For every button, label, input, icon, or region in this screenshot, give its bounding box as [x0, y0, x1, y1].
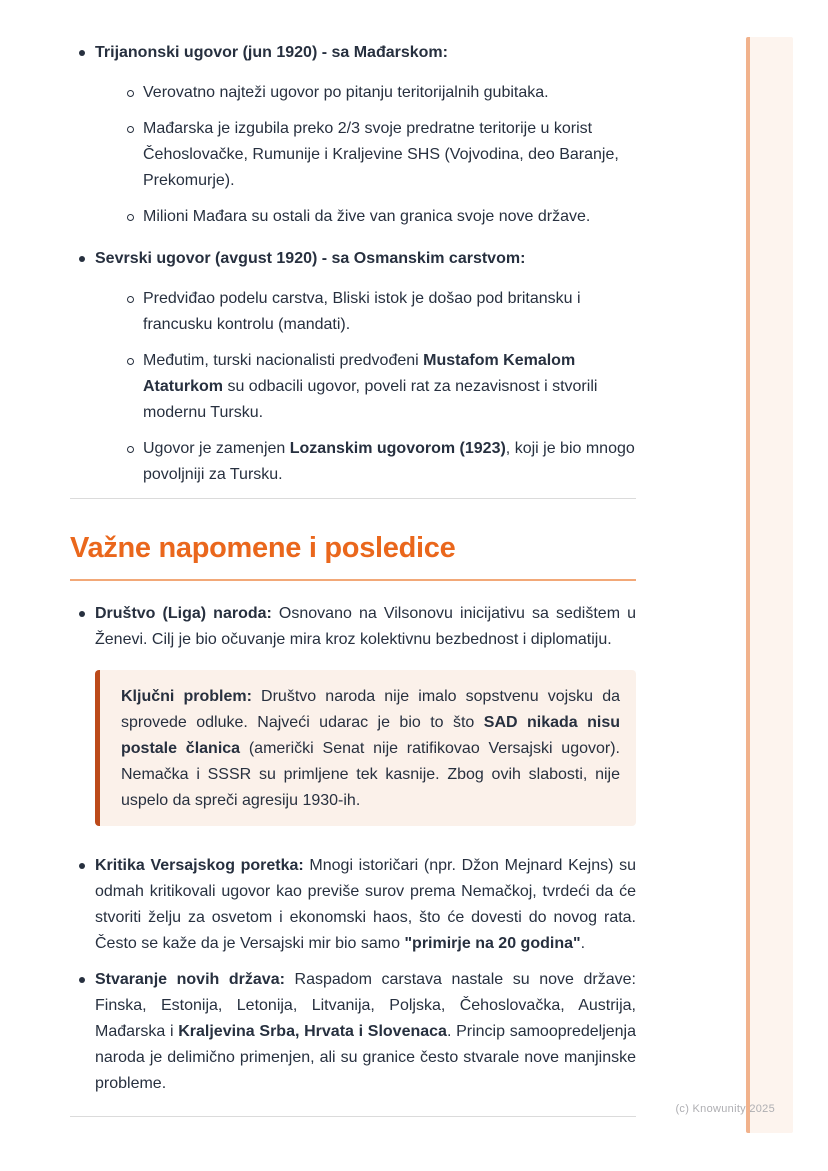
note-text: Stvaranje novih država: Raspadom carstava nastale su nove države: Finska, Estonija, Letonija, Litvanija, Poljska, Čehoslovačka, Austrija, Mađarska i Kraljevina Srba, Hrvata i Slovenaca. Princip samoopredeljenja naroda je delimično primenjen, ali su granice često stvarale nove manjinske probleme.: [95, 971, 636, 1092]
list-item-treaty-trianon: [70, 40, 636, 66]
subitem-text: Mađarska je izgubila preko 2/3 svoje predratne teritorije u korist Čehoslovačke, Rumunije i Kraljevine SHS (Vojvodina, deo Baranje, Prekomurje).: [143, 120, 619, 189]
bullet-circle-icon: [127, 90, 134, 97]
list-subitem: [70, 286, 636, 338]
callout-box: [95, 670, 636, 826]
list-item-league-of-nations: [70, 601, 636, 653]
note-text: Kritika Versajskog poretka: Mnogi istoričari (npr. Džon Mejnard Kejns) su odmah kritikovali ugovor kao previše surov prema Nemačkoj, tvrdeći da će stvoriti želju za osvetom i ekonomski haos, što će dovesti do novog rata. Često se kaže da je Versajski mir bio samo "primirje na 20 godina".: [95, 857, 637, 952]
subitem-text: Međutim, turski nacionalisti predvođeni Mustafom Kemalom Ataturkom su odbacili ugovor, poveli rat za nezavisnost i stvorili modernu Tursku.: [143, 352, 598, 421]
bullet-disc-icon: [79, 863, 85, 869]
copyright-notice: (c) Knowunity 2025: [675, 1103, 775, 1115]
bullet-circle-icon: [127, 126, 134, 133]
list-subitem: [70, 348, 636, 426]
list-subitem: [70, 436, 636, 488]
subitem-text: Milioni Mađara su ostali da žive van granica svoje nove države.: [143, 208, 591, 225]
bullet-circle-icon: [127, 446, 134, 453]
list-item-new-states: [70, 967, 636, 1097]
treaty-sevres-title: Sevrski ugovor (avgust 1920) - sa Osmanskim carstvom:: [95, 250, 526, 267]
page-content: [70, 40, 636, 1117]
list-item-versailles-critique: [70, 853, 636, 957]
subitem-text: Verovatno najteži ugovor po pitanju teritorijalnih gubitaka.: [143, 84, 549, 101]
heading-underline: [70, 579, 636, 581]
callout-text: Ključni problem: Društvo naroda nije imalo sopstvenu vojsku da sprovede odluke. Najveći udarac je bio to što SAD nikada nisu postale članica (američki Senat nije ratifikovao Versajski ugovor). Nemačka i SSSR su primljene tek kasnije. Zbog ovih slabosti, nije uspelo da spreči agresiju 1930-ih.: [121, 688, 621, 809]
subitem-text: Ugovor je zamenjen Lozanskim ugovorom (1923), koji je bio mnogo povoljniji za Tursku.: [143, 440, 635, 483]
treaty-trianon-title: Trijanonski ugovor (jun 1920) - sa Mađarskom:: [95, 44, 448, 61]
list-item-treaty-sevres: [70, 246, 636, 272]
note-text: Društvo (Liga) naroda: Osnovano na Vilsonovu inicijativu sa sedištem u Ženevi. Cilj je bio očuvanje mira kroz kolektivnu bezbednost i diplomatiju.: [95, 605, 636, 648]
bullet-circle-icon: [127, 296, 134, 303]
divider: [70, 498, 636, 499]
bullet-disc-icon: [79, 50, 85, 56]
bullet-circle-icon: [127, 214, 134, 221]
list-subitem: [70, 80, 636, 106]
subitem-text: Predviđao podelu carstva, Bliski istok je došao pod britansku i francusku kontrolu (mandati).: [143, 290, 581, 333]
list-subitem: [70, 204, 636, 230]
list-subitem: [70, 116, 636, 194]
bullet-disc-icon: [79, 256, 85, 262]
bullet-disc-icon: [79, 977, 85, 983]
divider: [70, 1116, 636, 1117]
section-heading: Važne napomene i posledice: [70, 532, 456, 564]
bullet-circle-icon: [127, 358, 134, 365]
bullet-disc-icon: [79, 611, 85, 617]
page-edge-stripe: [746, 37, 793, 1133]
